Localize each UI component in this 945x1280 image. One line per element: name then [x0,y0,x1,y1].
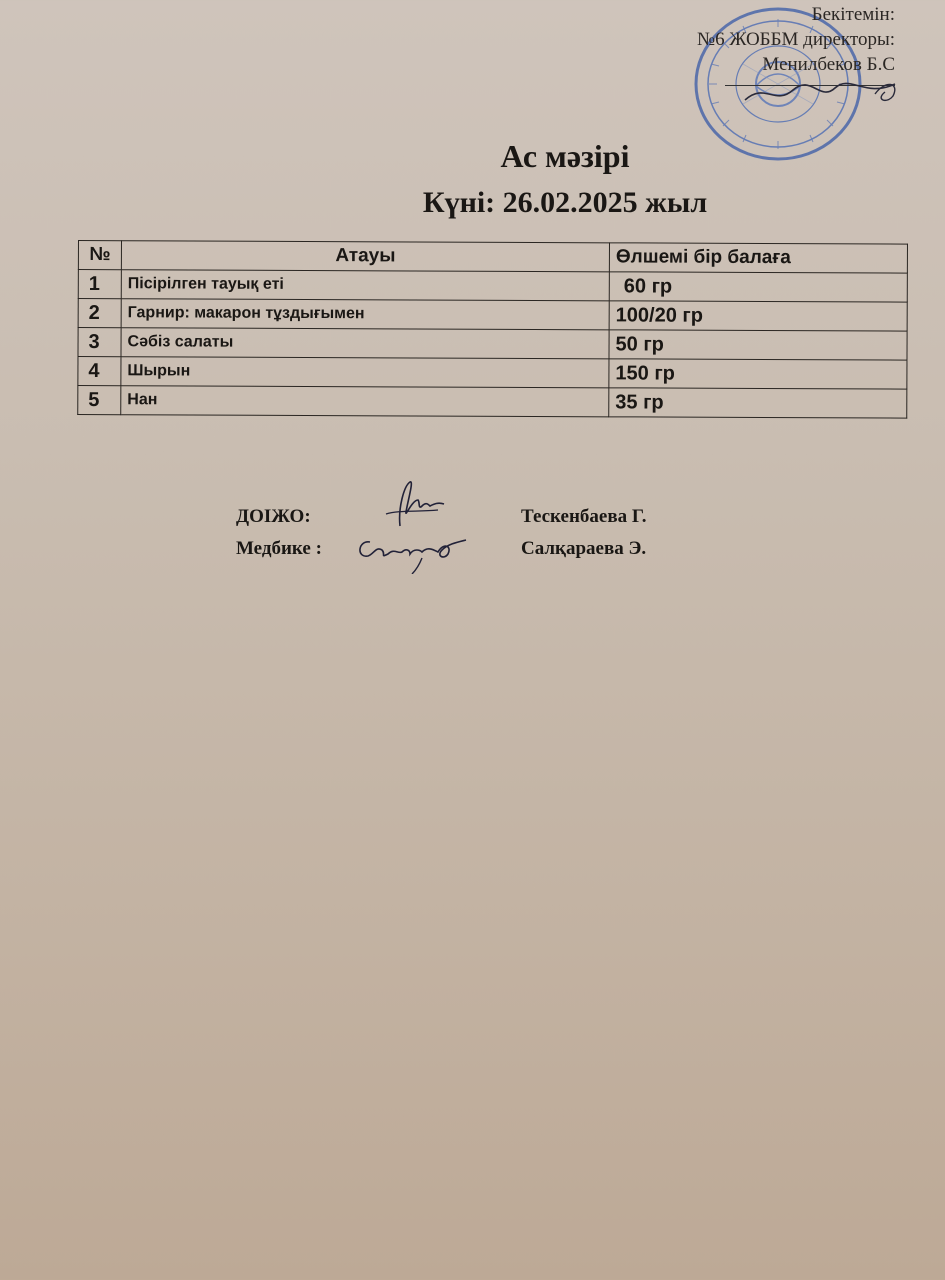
signature-name: Тескенбаева Г. [521,506,647,527]
row-dish-name: Шырын [121,357,609,388]
table-row [78,270,907,303]
row-number: 3 [78,328,121,357]
header-quantity: Өлшемі бір балаға [609,243,907,273]
row-quantity: 150 гр [609,359,907,389]
director-position: №6 ЖОББМ директоры: [697,29,895,50]
table-header-row [78,241,907,274]
row-number: 4 [78,357,121,386]
signature-row-deputy [236,506,647,528]
signature-row-nurse [236,538,647,560]
row-quantity: 35 гр [609,388,907,418]
director-signature-icon [735,72,905,112]
row-dish-name: Пісірілген тауық еті [121,270,609,301]
approval-label: Бекітемін: [811,4,895,25]
header-name: Атауы [121,241,609,272]
deputy-signature-icon [378,478,448,530]
table-row [78,386,907,419]
table-row [78,299,907,332]
row-dish-name: Гарнир: макарон тұздығымен [121,299,609,330]
nurse-signature-icon [352,528,470,574]
row-number: 2 [78,299,121,328]
row-dish-name: Нан [121,386,609,417]
table-row [78,328,907,361]
header-number: № [78,241,121,270]
row-quantity: 100/20 гр [609,301,907,331]
row-number: 5 [78,386,121,415]
table-row [78,357,907,390]
signature-role: ДОІЖО: [236,506,311,527]
row-number: 1 [78,270,121,299]
signature-role: Медбике : [236,538,322,559]
signature-name: Салқараева Э. [521,538,647,559]
row-quantity: 60 гр [609,272,907,302]
menu-table [77,240,908,419]
row-quantity: 50 гр [609,330,907,360]
row-dish-name: Сәбіз салаты [121,328,609,359]
document-date: Күні: 26.02.2025 жыл [422,186,708,219]
director-name: Менилбеков Б.С [762,54,895,75]
document-title: Ас мәзірі [500,138,630,174]
